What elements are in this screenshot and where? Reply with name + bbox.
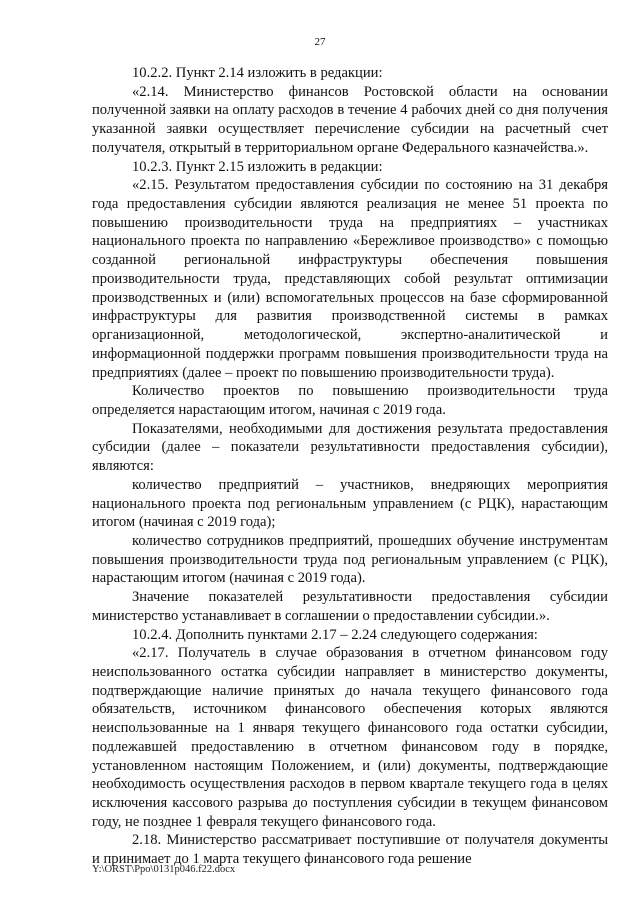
paragraph-indicators-intro: Показателями, необходимыми для достижения результата предоставления субсидии (далее – показатели результативности предоставления субсидии), являются:	[92, 420, 608, 475]
paragraph-2-18: 2.18. Министерство рассматривает поступившие от получателя документы и принимает до 1 марта текущего финансового года решение	[92, 832, 608, 868]
paragraph-10-2-2: 10.2.2. Пункт 2.14 изложить в редакции:	[132, 65, 383, 81]
paragraph-10-2-3: 10.2.3. Пункт 2.15 изложить в редакции:	[132, 158, 383, 175]
paragraph-indicator-values: Значение показателей результативности предоставления субсидии министерство устанавливает в соглашении о предоставлении субсидии.».	[92, 589, 608, 624]
paragraph-2-14: «2.14. Министерство финансов Ростовской области на основании полученной заявки на оплату расходов в течение 4 рабочих дней со дня получения указанной заявки осуществляет перечисление субсидии на расчетный счет получателя, открытый в территориальном органе Федерального казначейства.».	[92, 83, 608, 156]
page-number: 27	[314, 36, 326, 48]
paragraph-10-2-4: 10.2.4. Дополнить пунктами 2.17 – 2.24 следующего содержания:	[132, 626, 538, 643]
document-body	[92, 64, 608, 869]
paragraph-project-count: Количество проектов по повышению производительности труда определяется нарастающим итогом, начиная с 2019 года.	[92, 383, 608, 418]
paragraph-2-17: «2.17. Получатель в случае образования в отчетном финансовом году неиспользованного остатка субсидии направляет в министерство документы, подтверждающие наличие принятых до начала текущего финансового года обязательств, источником финансового обеспечения которых являются неиспользованные на 1 января текущего финансового года остатки субсидии, подлежавшей предоставлению в отчетном финансовом году в порядке, установленном настоящим Положением, и (или) документы, подтверждающие необходимость осуществления расходов в первом квартале текущего года в целях исключения кассового разрыва до поступления субсидии в текущем финансовом году, не позднее 1 февраля текущего финансового года.	[92, 645, 608, 830]
paragraph-2-15: «2.15. Результатом предоставления субсидии по состоянию на 31 декабря года предоставления субсидии являются реализация не менее 51 проекта по повышению производительности труда на предприятиях – участниках национального проекта по направлению «Бережливое производство» с помощью созданной региональной инфраструктуры обеспечения повышения производительности труда, представляющих собой результат оптимизации производственных и (или) вспомогательных процессов на базе сформированной инфраструктуры для развития производственной системы в рамках организационной, методологической, экспертно-аналитической и информационной поддержки программ повышения производительности труда на предприятиях (далее – проект по повышению производительности труда).	[92, 177, 608, 381]
paragraph-indicator-employees: количество сотрудников предприятий, прошедших обучение инструментам повышения производительности труда под региональным управлением (с РЦК), нарастающим итогом (начиная с 2019 года).	[92, 532, 608, 587]
footer-file-path: Y:\ORST\Ppo\0131p046.f22.docx	[92, 864, 236, 875]
paragraph-indicator-enterprises: количество предприятий – участников, внедряющих мероприятия национального проекта под региональным управлением (с РЦК), нарастающим итогом (начиная с 2019 года);	[92, 476, 608, 531]
